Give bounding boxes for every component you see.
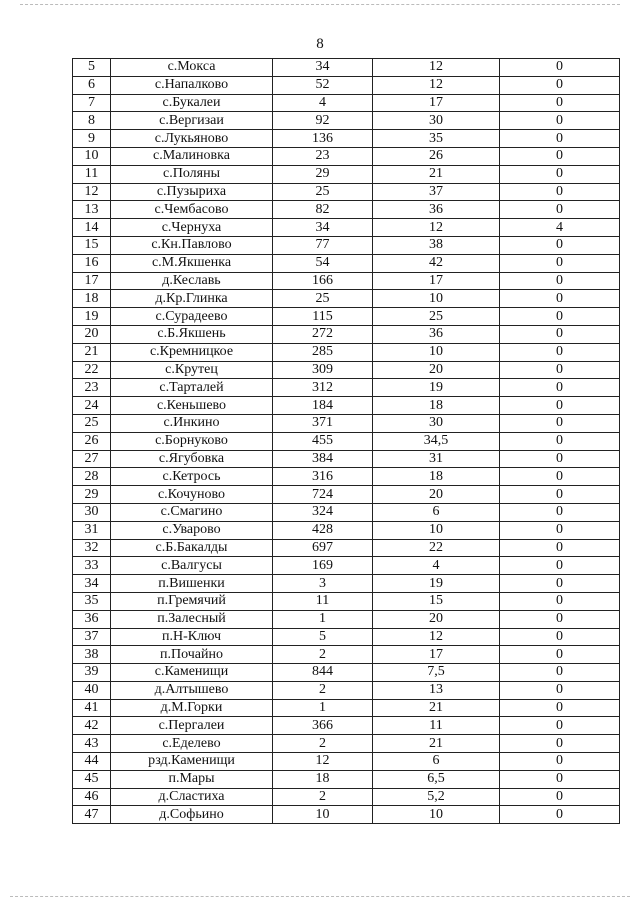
value-a-cell: 285 (273, 343, 373, 361)
settlement-name-cell: с.Б.Бакалды (111, 539, 273, 557)
value-c-cell: 0 (500, 770, 620, 788)
settlement-name-cell: с.Пергалеи (111, 717, 273, 735)
settlement-name-cell: п.Залесный (111, 610, 273, 628)
table-row (73, 254, 620, 272)
table-row (73, 575, 620, 593)
row-number-cell: 15 (73, 236, 111, 254)
value-b-cell: 12 (373, 59, 500, 77)
row-number-cell: 10 (73, 147, 111, 165)
value-c-cell: 0 (500, 432, 620, 450)
settlement-name-cell: с.Каменищи (111, 664, 273, 682)
value-a-cell: 366 (273, 717, 373, 735)
row-number-cell: 42 (73, 717, 111, 735)
table-row (73, 646, 620, 664)
value-a-cell: 184 (273, 397, 373, 415)
value-c-cell: 0 (500, 130, 620, 148)
row-number-cell: 20 (73, 325, 111, 343)
settlement-name-cell: с.Букалеи (111, 94, 273, 112)
table-row (73, 521, 620, 539)
value-c-cell: 0 (500, 414, 620, 432)
settlement-name-cell: с.Валгусы (111, 557, 273, 575)
settlement-name-cell: с.М.Якшенка (111, 254, 273, 272)
value-c-cell: 0 (500, 521, 620, 539)
value-c-cell: 0 (500, 59, 620, 77)
settlement-name-cell: с.Вергизаи (111, 112, 273, 130)
scan-edge-bottom (10, 896, 630, 897)
value-a-cell: 52 (273, 76, 373, 94)
settlement-name-cell: с.Напалково (111, 76, 273, 94)
value-a-cell: 309 (273, 361, 373, 379)
settlement-name-cell: с.Крутец (111, 361, 273, 379)
table-row (73, 361, 620, 379)
value-a-cell: 1 (273, 610, 373, 628)
value-b-cell: 37 (373, 183, 500, 201)
settlement-name-cell: с.Мокса (111, 59, 273, 77)
settlement-name-cell: с.Кн.Павлово (111, 236, 273, 254)
value-c-cell: 0 (500, 681, 620, 699)
value-b-cell: 42 (373, 254, 500, 272)
settlement-name-cell: с.Кеньшево (111, 397, 273, 415)
value-c-cell: 0 (500, 236, 620, 254)
settlement-name-cell: с.Кочуново (111, 486, 273, 504)
value-b-cell: 21 (373, 699, 500, 717)
settlement-name-cell: с.Поляны (111, 165, 273, 183)
value-b-cell: 19 (373, 379, 500, 397)
row-number-cell: 39 (73, 664, 111, 682)
value-c-cell: 0 (500, 379, 620, 397)
value-a-cell: 312 (273, 379, 373, 397)
row-number-cell: 5 (73, 59, 111, 77)
value-a-cell: 2 (273, 788, 373, 806)
settlement-name-cell: с.Смагино (111, 503, 273, 521)
value-a-cell: 77 (273, 236, 373, 254)
row-number-cell: 36 (73, 610, 111, 628)
row-number-cell: 29 (73, 486, 111, 504)
value-b-cell: 4 (373, 557, 500, 575)
value-b-cell: 22 (373, 539, 500, 557)
value-b-cell: 25 (373, 308, 500, 326)
value-a-cell: 724 (273, 486, 373, 504)
table-row (73, 165, 620, 183)
settlement-name-cell: с.Еделево (111, 735, 273, 753)
row-number-cell: 46 (73, 788, 111, 806)
row-number-cell: 41 (73, 699, 111, 717)
row-number-cell: 33 (73, 557, 111, 575)
value-c-cell: 0 (500, 575, 620, 593)
value-a-cell: 166 (273, 272, 373, 290)
value-b-cell: 12 (373, 76, 500, 94)
row-number-cell: 9 (73, 130, 111, 148)
settlement-name-cell: с.Кремницкое (111, 343, 273, 361)
value-a-cell: 371 (273, 414, 373, 432)
settlement-name-cell: с.Лукьяново (111, 130, 273, 148)
table-row (73, 539, 620, 557)
value-a-cell: 54 (273, 254, 373, 272)
row-number-cell: 7 (73, 94, 111, 112)
value-a-cell: 29 (273, 165, 373, 183)
value-b-cell: 12 (373, 219, 500, 237)
value-c-cell: 0 (500, 183, 620, 201)
value-a-cell: 316 (273, 468, 373, 486)
value-c-cell: 0 (500, 503, 620, 521)
value-a-cell: 4 (273, 94, 373, 112)
settlement-name-cell: с.Ягубовка (111, 450, 273, 468)
value-a-cell: 34 (273, 59, 373, 77)
row-number-cell: 12 (73, 183, 111, 201)
value-c-cell: 0 (500, 486, 620, 504)
value-b-cell: 21 (373, 735, 500, 753)
row-number-cell: 23 (73, 379, 111, 397)
value-b-cell: 6 (373, 753, 500, 771)
settlement-name-cell: д.Софьино (111, 806, 273, 824)
value-a-cell: 10 (273, 806, 373, 824)
value-c-cell: 0 (500, 397, 620, 415)
settlement-name-cell: с.Пузыриха (111, 183, 273, 201)
value-b-cell: 20 (373, 486, 500, 504)
table-row (73, 788, 620, 806)
value-b-cell: 20 (373, 610, 500, 628)
settlement-name-cell: д.Алтышево (111, 681, 273, 699)
value-a-cell: 844 (273, 664, 373, 682)
table-row (73, 272, 620, 290)
settlement-name-cell: рзд.Каменищи (111, 753, 273, 771)
table-row (73, 664, 620, 682)
value-a-cell: 92 (273, 112, 373, 130)
value-c-cell: 0 (500, 610, 620, 628)
settlement-name-cell: д.Сластиха (111, 788, 273, 806)
value-b-cell: 38 (373, 236, 500, 254)
value-b-cell: 5,2 (373, 788, 500, 806)
value-c-cell: 0 (500, 361, 620, 379)
row-number-cell: 8 (73, 112, 111, 130)
table-row (73, 592, 620, 610)
value-c-cell: 0 (500, 735, 620, 753)
value-b-cell: 13 (373, 681, 500, 699)
table-row (73, 414, 620, 432)
value-b-cell: 30 (373, 112, 500, 130)
table-row (73, 325, 620, 343)
value-b-cell: 17 (373, 646, 500, 664)
table-row (73, 557, 620, 575)
value-b-cell: 10 (373, 343, 500, 361)
value-b-cell: 20 (373, 361, 500, 379)
value-b-cell: 21 (373, 165, 500, 183)
row-number-cell: 27 (73, 450, 111, 468)
value-b-cell: 26 (373, 147, 500, 165)
row-number-cell: 44 (73, 753, 111, 771)
row-number-cell: 28 (73, 468, 111, 486)
value-b-cell: 19 (373, 575, 500, 593)
value-c-cell: 0 (500, 450, 620, 468)
table-row (73, 610, 620, 628)
row-number-cell: 30 (73, 503, 111, 521)
settlement-name-cell: с.Сурадеево (111, 308, 273, 326)
value-a-cell: 169 (273, 557, 373, 575)
table-row (73, 735, 620, 753)
settlement-name-cell: п.Н-Ключ (111, 628, 273, 646)
table-row (73, 290, 620, 308)
value-b-cell: 11 (373, 717, 500, 735)
table-row (73, 308, 620, 326)
row-number-cell: 35 (73, 592, 111, 610)
value-b-cell: 10 (373, 521, 500, 539)
value-c-cell: 0 (500, 806, 620, 824)
value-a-cell: 324 (273, 503, 373, 521)
value-c-cell: 0 (500, 343, 620, 361)
table-row (73, 486, 620, 504)
row-number-cell: 18 (73, 290, 111, 308)
value-a-cell: 3 (273, 575, 373, 593)
settlement-name-cell: п.Мары (111, 770, 273, 788)
value-a-cell: 25 (273, 290, 373, 308)
value-a-cell: 115 (273, 308, 373, 326)
value-c-cell: 0 (500, 753, 620, 771)
row-number-cell: 47 (73, 806, 111, 824)
value-a-cell: 11 (273, 592, 373, 610)
value-b-cell: 30 (373, 414, 500, 432)
value-a-cell: 697 (273, 539, 373, 557)
row-number-cell: 45 (73, 770, 111, 788)
value-a-cell: 5 (273, 628, 373, 646)
table-row (73, 183, 620, 201)
value-c-cell: 0 (500, 94, 620, 112)
table-row (73, 112, 620, 130)
value-a-cell: 428 (273, 521, 373, 539)
row-number-cell: 14 (73, 219, 111, 237)
table-row (73, 770, 620, 788)
value-a-cell: 136 (273, 130, 373, 148)
table-row (73, 432, 620, 450)
value-b-cell: 6,5 (373, 770, 500, 788)
value-b-cell: 36 (373, 325, 500, 343)
row-number-cell: 31 (73, 521, 111, 539)
settlement-name-cell: д.Кр.Глинка (111, 290, 273, 308)
value-c-cell: 0 (500, 699, 620, 717)
row-number-cell: 21 (73, 343, 111, 361)
value-b-cell: 34,5 (373, 432, 500, 450)
value-c-cell: 0 (500, 664, 620, 682)
value-b-cell: 31 (373, 450, 500, 468)
value-c-cell: 0 (500, 468, 620, 486)
table-row (73, 450, 620, 468)
value-a-cell: 18 (273, 770, 373, 788)
value-c-cell: 0 (500, 272, 620, 290)
row-number-cell: 13 (73, 201, 111, 219)
table-row (73, 343, 620, 361)
row-number-cell: 17 (73, 272, 111, 290)
table-row (73, 681, 620, 699)
table-row (73, 628, 620, 646)
table-row (73, 59, 620, 77)
table-row (73, 753, 620, 771)
value-b-cell: 17 (373, 94, 500, 112)
value-c-cell: 0 (500, 646, 620, 664)
value-a-cell: 12 (273, 753, 373, 771)
row-number-cell: 32 (73, 539, 111, 557)
table-row (73, 76, 620, 94)
settlement-name-cell: с.Уварово (111, 521, 273, 539)
value-a-cell: 384 (273, 450, 373, 468)
table-row (73, 130, 620, 148)
table-row (73, 468, 620, 486)
value-c-cell: 0 (500, 628, 620, 646)
value-c-cell: 4 (500, 219, 620, 237)
value-c-cell: 0 (500, 254, 620, 272)
row-number-cell: 11 (73, 165, 111, 183)
value-a-cell: 23 (273, 147, 373, 165)
row-number-cell: 40 (73, 681, 111, 699)
value-b-cell: 15 (373, 592, 500, 610)
table-row (73, 699, 620, 717)
table-row (73, 379, 620, 397)
row-number-cell: 26 (73, 432, 111, 450)
value-c-cell: 0 (500, 76, 620, 94)
value-b-cell: 17 (373, 272, 500, 290)
scan-edge-top (20, 4, 620, 5)
value-c-cell: 0 (500, 201, 620, 219)
settlement-name-cell: п.Вишенки (111, 575, 273, 593)
settlement-name-cell: п.Гремячий (111, 592, 273, 610)
settlement-name-cell: с.Чернуха (111, 219, 273, 237)
table-row (73, 503, 620, 521)
value-b-cell: 10 (373, 290, 500, 308)
settlement-name-cell: д.Кеславь (111, 272, 273, 290)
settlement-name-cell: с.Чембасово (111, 201, 273, 219)
value-c-cell: 0 (500, 539, 620, 557)
row-number-cell: 34 (73, 575, 111, 593)
row-number-cell: 16 (73, 254, 111, 272)
value-c-cell: 0 (500, 788, 620, 806)
table-row (73, 717, 620, 735)
value-a-cell: 25 (273, 183, 373, 201)
value-c-cell: 0 (500, 557, 620, 575)
row-number-cell: 25 (73, 414, 111, 432)
value-c-cell: 0 (500, 308, 620, 326)
table-row (73, 147, 620, 165)
settlement-name-cell: с.Б.Якшень (111, 325, 273, 343)
value-c-cell: 0 (500, 290, 620, 308)
row-number-cell: 37 (73, 628, 111, 646)
table-row (73, 94, 620, 112)
value-b-cell: 6 (373, 503, 500, 521)
settlement-name-cell: с.Инкино (111, 414, 273, 432)
row-number-cell: 6 (73, 76, 111, 94)
table-row (73, 397, 620, 415)
settlement-name-cell: с.Тарталей (111, 379, 273, 397)
value-a-cell: 2 (273, 681, 373, 699)
value-c-cell: 0 (500, 147, 620, 165)
settlement-name-cell: с.Борнуково (111, 432, 273, 450)
table-row (73, 236, 620, 254)
row-number-cell: 22 (73, 361, 111, 379)
value-b-cell: 12 (373, 628, 500, 646)
value-b-cell: 35 (373, 130, 500, 148)
settlement-name-cell: с.Кетрось (111, 468, 273, 486)
table-row (73, 219, 620, 237)
value-a-cell: 34 (273, 219, 373, 237)
row-number-cell: 38 (73, 646, 111, 664)
row-number-cell: 43 (73, 735, 111, 753)
value-b-cell: 18 (373, 397, 500, 415)
row-number-cell: 19 (73, 308, 111, 326)
row-number-cell: 24 (73, 397, 111, 415)
value-c-cell: 0 (500, 325, 620, 343)
value-b-cell: 18 (373, 468, 500, 486)
settlement-name-cell: с.Малиновка (111, 147, 273, 165)
value-c-cell: 0 (500, 592, 620, 610)
value-a-cell: 1 (273, 699, 373, 717)
value-c-cell: 0 (500, 112, 620, 130)
value-a-cell: 2 (273, 735, 373, 753)
value-b-cell: 7,5 (373, 664, 500, 682)
value-c-cell: 0 (500, 165, 620, 183)
value-b-cell: 36 (373, 201, 500, 219)
value-b-cell: 10 (373, 806, 500, 824)
table-row (73, 201, 620, 219)
settlement-name-cell: д.М.Горки (111, 699, 273, 717)
value-c-cell: 0 (500, 717, 620, 735)
value-a-cell: 2 (273, 646, 373, 664)
table-row (73, 806, 620, 824)
value-a-cell: 455 (273, 432, 373, 450)
page-number: 8 (316, 36, 324, 52)
value-a-cell: 82 (273, 201, 373, 219)
value-a-cell: 272 (273, 325, 373, 343)
table-body (73, 59, 620, 824)
settlement-name-cell: п.Почайно (111, 646, 273, 664)
settlements-table (72, 58, 620, 824)
